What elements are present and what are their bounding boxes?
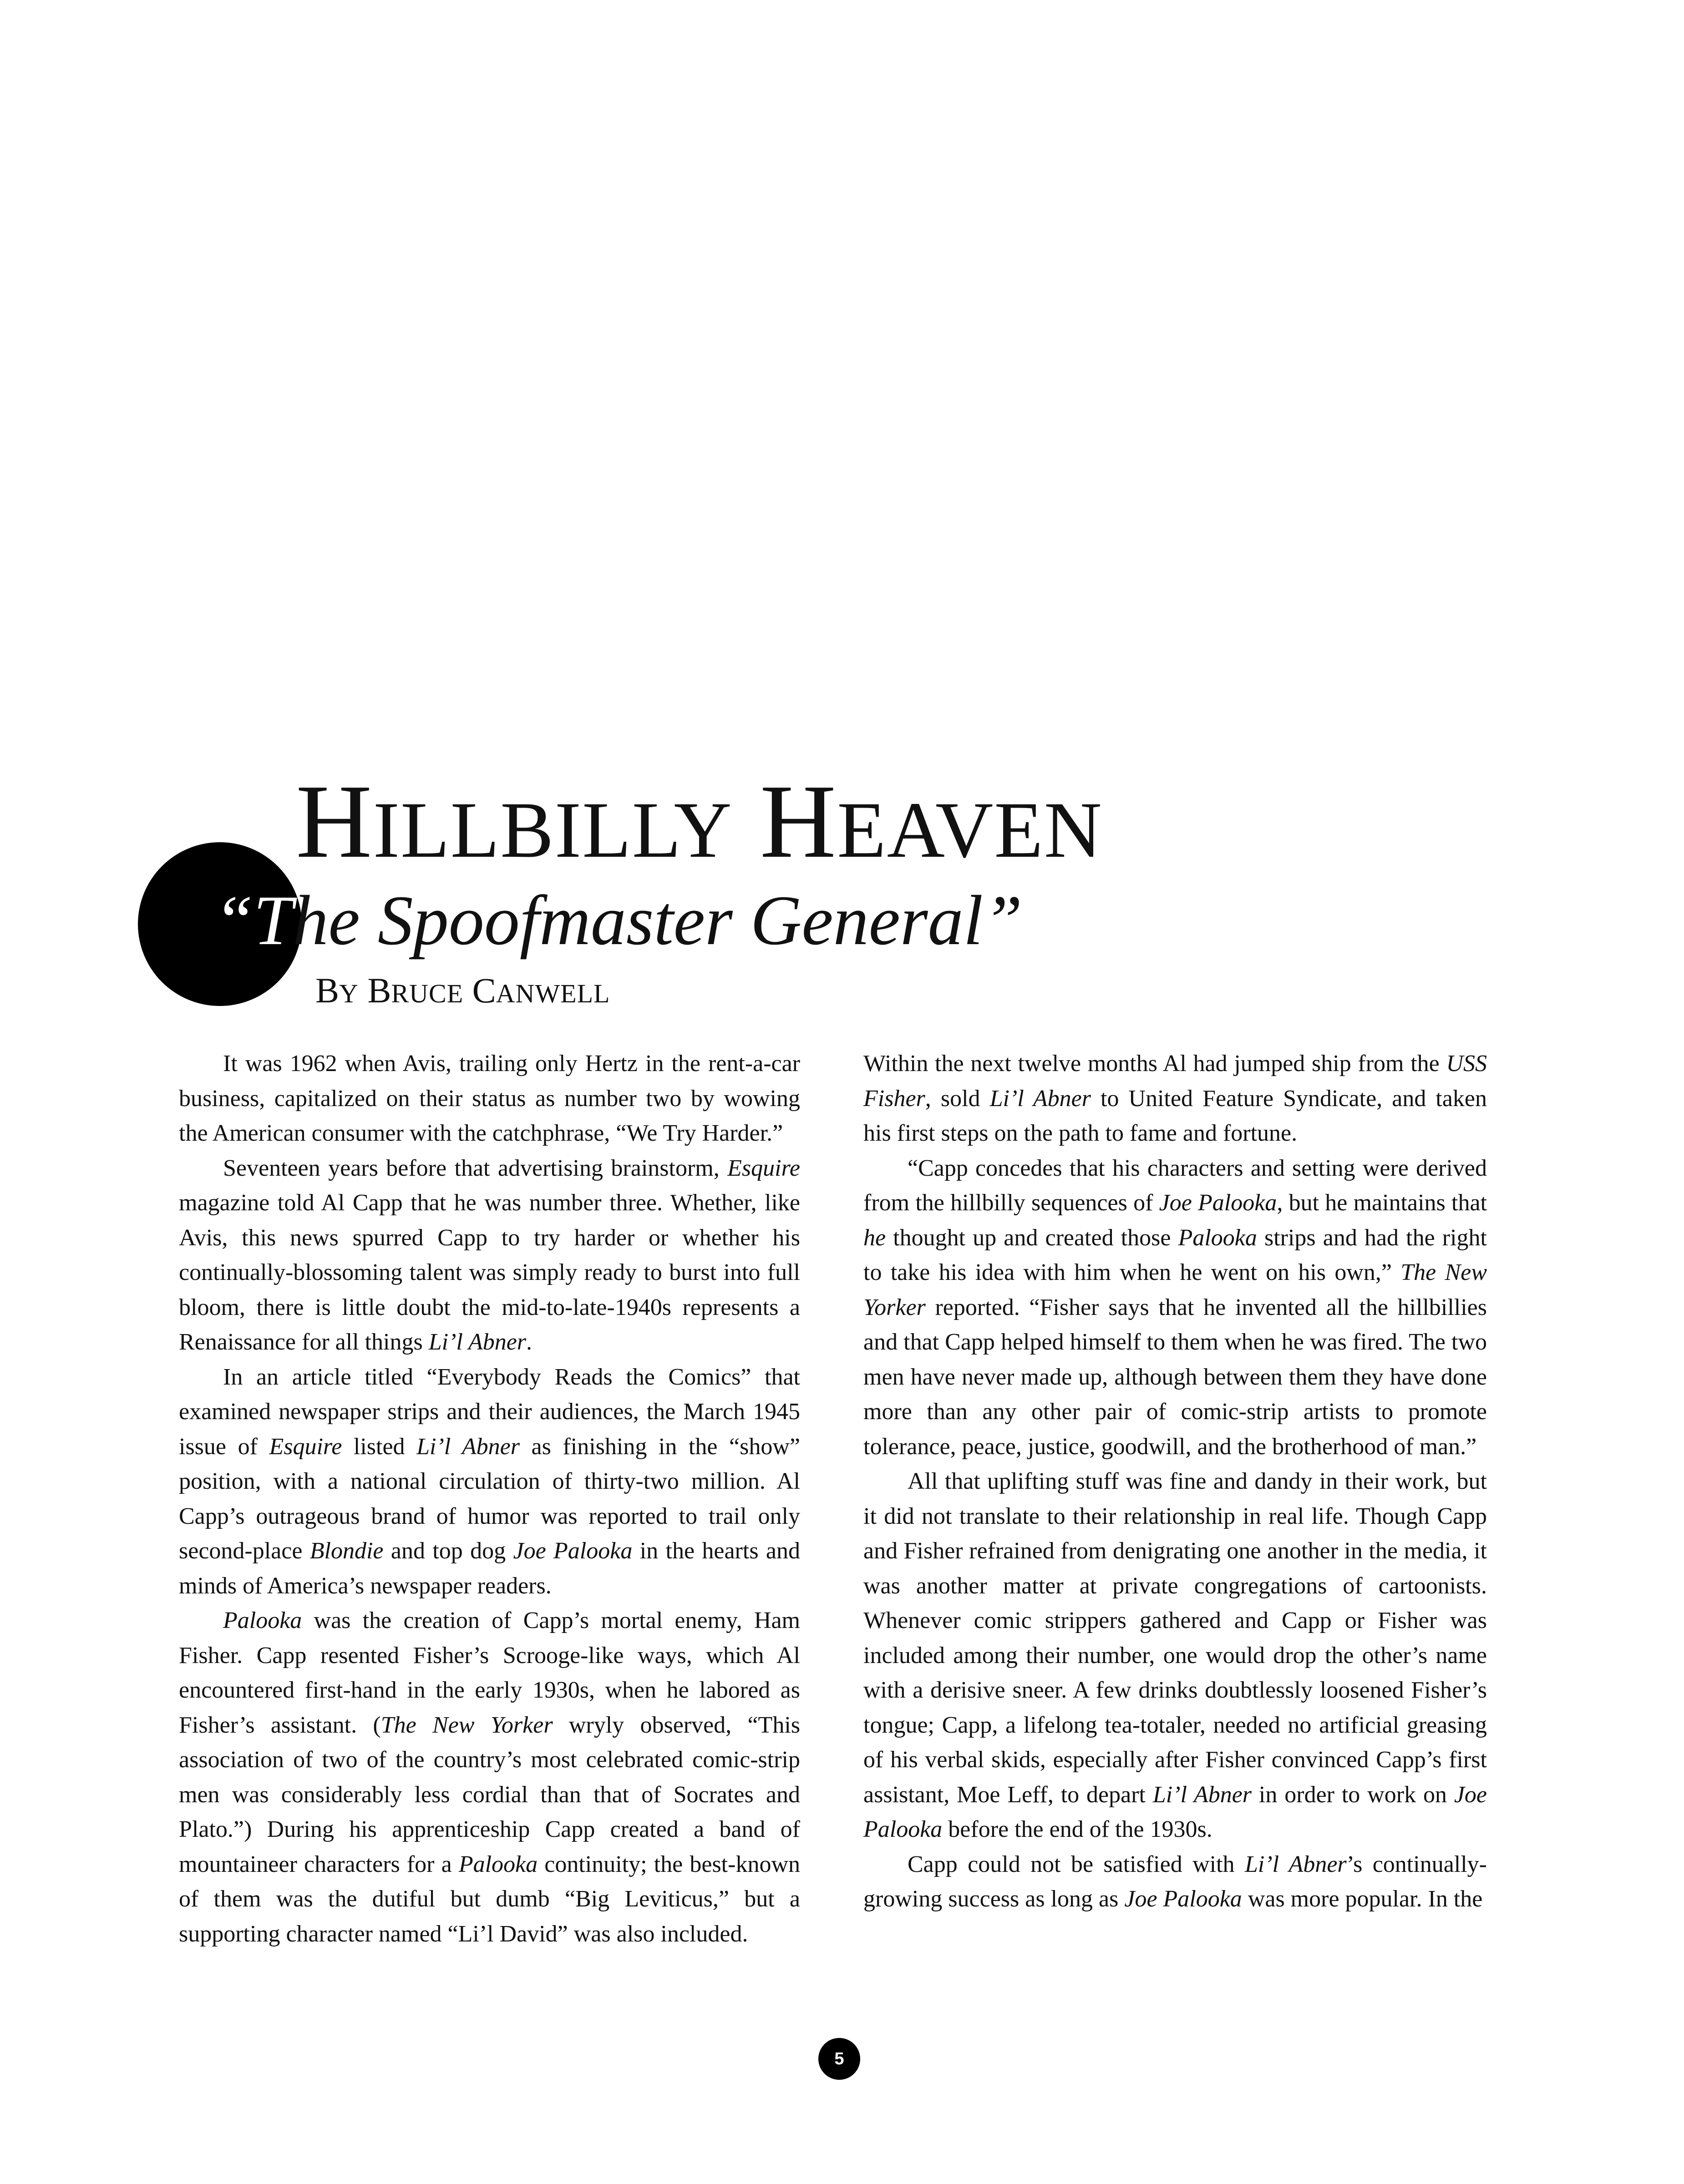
paragraph: Within the next twelve months Al had jumped ship from the USS Fisher, sold Li’l Abner to United Feature Syndicate, and taken his first steps on the path to fame and fortune. [863,1051,1487,1146]
body-column-left [179,1046,800,1951]
paragraph: “Capp concedes that his characters and setting were derived from the hillbilly sequences of Joe Palooka, but he maintains that he thought up and created those Palooka strips and had the right to take his idea with him when he went on his own,” The New Yorker reported. “Fisher says that he invented all the hillbillies and that Capp helped himself to them when he was fired. The two men have never made up, although between them they have done more than any other pair of comic-strip artists to promote tolerance, peace, justice, goodwill, and the brotherhood of man.” [863,1155,1487,1460]
paragraph: Seventeen years before that advertising brainstorm, Esquire magazine told Al Capp that he was number three. Whether, like Avis, this news spurred Capp to try harder or whether his continually-blossoming talent was simply ready to burst into full bloom, there is little doubt the mid-to-late-1940s represents a Renaissance for all things Li’l Abner. [179,1155,800,1355]
page-number: 5 [818,2038,860,2080]
author-byline: BY BRUCE CANWELL [315,971,610,1010]
paragraph: Palooka was the creation of Capp’s mortal enemy, Ham Fisher. Capp resented Fisher’s Scrooge-like ways, which Al encountered first-hand in the early 1930s, when he labored as Fisher’s assistant. (The New Yorker wryly observed, “This association of two of the country’s most celebrated comic-strip men was considerably less cordial than that of Socrates and Plato.”) During his apprenticeship Capp created a band of mountaineer characters for a Palooka continuity; the best-known of them was the dutiful but dumb “Big Leviticus,” but a supporting character named “Li’l David” was also included. [179,1608,801,1947]
paragraph: Capp could not be satisfied with Li’l Abner’s continually-growing success as long as Joe Palooka was more popular. In the [863,1851,1487,1912]
article-subtitle: “The Spoofmaster General” [214,881,1023,960]
body-column-right [863,1046,1487,1917]
paragraph: All that uplifting stuff was fine and dandy in their work, but it did not translate to their relationship in real life. Though Capp and Fisher refrained from denigrating one another in the media, it was another matter at private congregations of cartoonists. Whenever comic strippers gathered and Capp or Fisher was included among their number, one would drop the other’s name with a derisive sneer. A few drinks doubtlessly loosened Fisher’s tongue; Capp, a lifelong tea-totaler, needed no artificial greasing of his verbal skids, especially after Fisher convinced Capp’s first assistant, Moe Leff, to depart Li’l Abner in order to work on Joe Palooka before the end of the 1930s. [863,1468,1487,1842]
article-title: HILLBILLY HEAVEN [296,763,1103,880]
paragraph: It was 1962 when Avis, trailing only Hertz in the rent-a-car business, capitalized on their status as number two by wowing the American consumer with the catchphrase, “We Try Harder.” [179,1051,800,1146]
paragraph: In an article titled “Everybody Reads the Comics” that examined newspaper strips and their audiences, the March 1945 issue of Esquire listed Li’l Abner as finishing in the “show” position, with a national circulation of thirty-two million. Al Capp’s outrageous brand of humor was reported to trail only second-place Blondie and top dog Joe Palooka in the hearts and minds of America’s newspaper readers. [179,1364,800,1599]
